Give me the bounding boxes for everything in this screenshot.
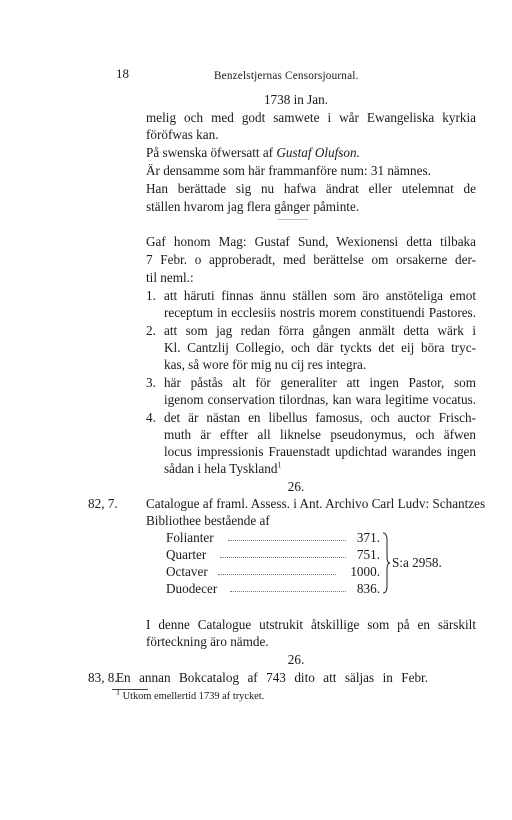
catalogue-label: Quarter — [166, 547, 207, 562]
entry-text-line: föröfwas kan. — [146, 127, 219, 142]
catalogue-row — [166, 581, 386, 597]
translator-name: Gustaf Olufson. — [276, 145, 360, 160]
catalogue-sum: S:a 2958. — [392, 555, 442, 570]
reason-line: receptum in ecclesiis nostris morem constituendi Pastores. — [164, 305, 476, 320]
leader-dots — [230, 591, 346, 592]
footnote-reference: 1 — [277, 460, 282, 470]
reason-line: att häruti finnas ännu ställen som äro anstöteliga emot — [164, 288, 476, 303]
leader-dots — [228, 540, 346, 541]
reason-number: 1. — [146, 288, 156, 303]
footnote-text: Utkom emellertid 1739 af trycket. — [120, 691, 265, 702]
running-title: Benzelstjernas Censorsjournal. — [214, 70, 359, 82]
reason-line — [164, 461, 281, 477]
page-number: 18 — [116, 66, 129, 81]
catalogue-label: Octaver — [166, 564, 208, 579]
reason-line: att som jag redan förra gången anmält detta wärk i — [164, 323, 476, 338]
paragraph-line: I denne Catalogue utstrukit åtskillige som på en särskilt — [146, 617, 476, 632]
reason-line: igenom conservation tilordnas, kan wara legitime vocatus. — [164, 392, 476, 407]
entry-text-line: Är densamme som här frammanföre num: 31 nämnes. — [146, 163, 431, 178]
entry-number: 83, 8. — [88, 670, 118, 685]
date-marker: 26. — [287, 652, 305, 667]
reason-line: muth är effter all liknelse pseudonymus, och äfwen — [164, 427, 476, 442]
catalogue-row — [166, 547, 386, 563]
entry-number: 82, 7. — [88, 496, 118, 511]
section-divider — [278, 219, 308, 220]
reason-line: kas, så wore för mig nu cij res integra. — [164, 357, 367, 372]
translator-prefix: På swenska öfwersatt af — [146, 145, 277, 160]
reason-line-text: sådan i hela Tyskland — [164, 461, 278, 476]
reason-line: Kl. Cantzlij Collegio, och där tyckts det eij böra tryc- — [164, 340, 476, 355]
catalogue-value: 836. — [356, 581, 380, 596]
reason-number: 4. — [146, 410, 156, 425]
reason-line: här påstås alt för generaliter att ingen Pastor, som — [164, 375, 476, 390]
catalogue-label: Duodecer — [166, 581, 218, 596]
right-brace-icon — [382, 532, 390, 594]
leader-dots — [218, 574, 336, 575]
footnote — [116, 687, 265, 703]
entry-text-line: melig och med godt samwete i wår Ewangeliska kyrkia — [146, 110, 476, 125]
entry-text-line: Catalogue af framl. Assess. i Ant. Archivo Carl Ludv: Schantzes — [146, 496, 486, 511]
reason-line: locus impressionis Frauenstadt updichtad warandes ingen — [164, 444, 476, 459]
entry-text-line: En annan Bokcatalog af 743 dito att säljas in Febr. — [116, 670, 428, 685]
catalogue-row — [166, 530, 386, 546]
catalogue-row — [166, 564, 386, 580]
entry-text-line: ställen hvarom jag flera gånger påminte. — [146, 199, 360, 214]
catalogue-value: 371. — [356, 530, 380, 545]
reason-line: det är nästan en libellus famosus, och auctor Frisch- — [164, 410, 476, 425]
catalogue-value: 751. — [356, 547, 380, 562]
footnote-mark: 1 — [116, 687, 120, 697]
reason-number: 2. — [146, 323, 156, 338]
year-heading: 1738 in Jan. — [263, 92, 329, 107]
paragraph-line: Gaf honom Mag: Gustaf Sund, Wexionensi detta tilbaka — [146, 234, 476, 249]
leader-dots — [220, 557, 346, 558]
catalogue-label: Folianter — [166, 530, 214, 545]
paragraph-line: til neml.: — [146, 270, 194, 285]
paragraph-line: 7 Febr. o approberadt, med berättelse om orsakerne der- — [146, 252, 476, 267]
date-marker: 26. — [287, 479, 305, 494]
entry-text-line: Han berättade sig nu hafwa ändrat eller utelemnat de — [146, 181, 476, 196]
paragraph-line: förteckning äro nämde. — [146, 634, 269, 649]
entry-text-line: Bibliothee bestående af — [146, 513, 270, 528]
translator-line — [146, 145, 360, 161]
catalogue-value: 1000. — [350, 564, 380, 579]
reason-number: 3. — [146, 375, 156, 390]
